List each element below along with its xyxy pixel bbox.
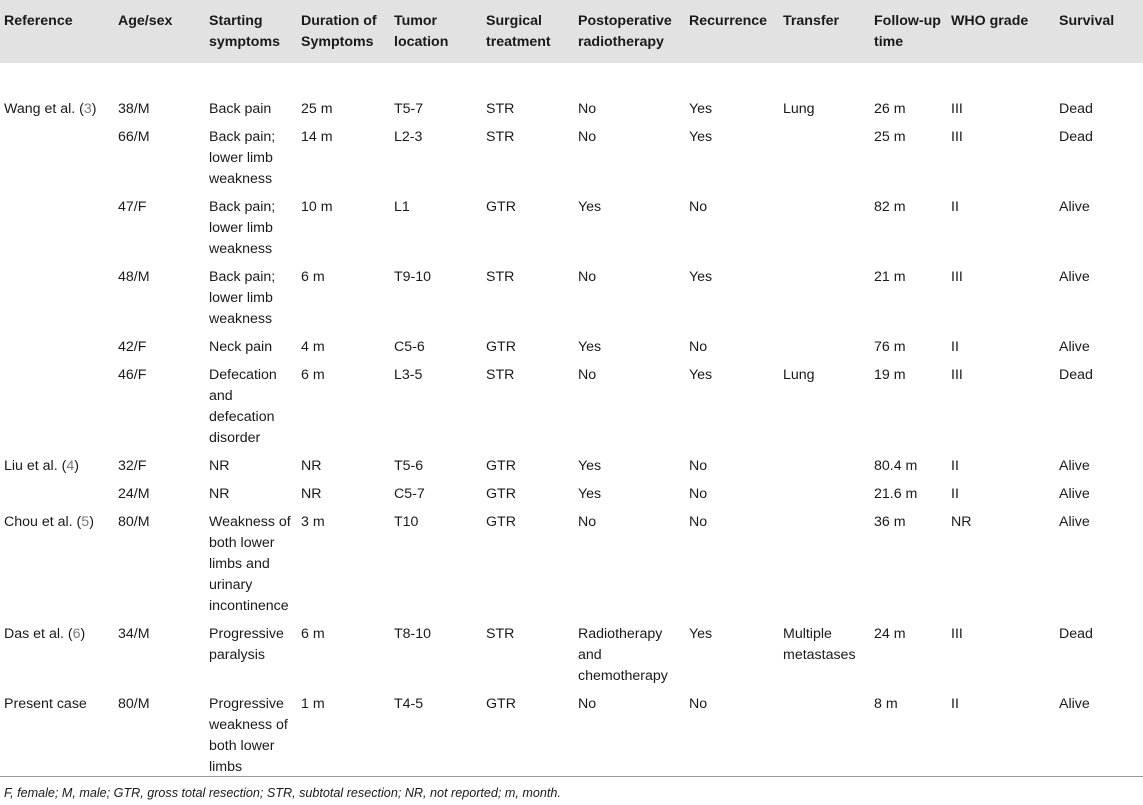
reference-citation-link[interactable]: 5 [81, 514, 90, 530]
reference-close: ) [89, 514, 94, 530]
age-sex-cell: 46/F [118, 367, 147, 383]
location-cell: L3-5 [394, 367, 423, 383]
location-cell: T5-6 [394, 458, 424, 474]
column-header: Duration of Symptoms [301, 13, 377, 50]
survival-cell: Alive [1059, 514, 1090, 530]
transfer-cell [779, 479, 870, 507]
surgery-cell: STR [486, 626, 515, 642]
reference-cell [0, 360, 114, 451]
column-header: Postoperative radiotherapy [578, 13, 672, 50]
radiotherapy-cell: No [578, 696, 597, 712]
transfer-cell: Multiple metastases [783, 626, 856, 663]
transfer-cell: Lung [783, 101, 815, 117]
duration-cell: 10 m [301, 199, 333, 215]
age-sex-cell: 34/M [118, 626, 150, 642]
table-row [0, 507, 1143, 619]
reference-cell [0, 479, 114, 507]
recurrence-cell: No [689, 486, 708, 502]
table-footnote: F, female; M, male; GTR, gross total resection; STR, subtotal resection; NR, not reported; m, month. [4, 786, 561, 800]
table-row [0, 689, 1143, 780]
reference-citation-link[interactable]: 3 [83, 101, 92, 117]
duration-cell: 14 m [301, 129, 333, 145]
age-sex-cell: 24/M [118, 486, 150, 502]
reference-cell [0, 262, 114, 332]
surgery-cell: STR [486, 269, 515, 285]
transfer-cell [779, 192, 870, 262]
table-body [0, 63, 1143, 780]
column-header: Tumor location [394, 13, 449, 50]
follow-up-cell: 82 m [874, 199, 906, 215]
age-sex-cell: 32/F [118, 458, 147, 474]
who-grade-cell: II [951, 199, 959, 215]
symptoms-cell: Back pain; lower limb weakness [209, 129, 276, 187]
recurrence-cell: Yes [689, 626, 713, 642]
radiotherapy-cell: Radiotherapy and chemotherapy [578, 626, 668, 684]
who-grade-cell: III [951, 367, 963, 383]
who-grade-cell: III [951, 101, 963, 117]
surgery-cell: GTR [486, 339, 516, 355]
recurrence-cell: No [689, 339, 708, 355]
symptoms-cell: Weakness of both lower limbs and urinary incontinence [209, 514, 291, 614]
duration-cell: 6 m [301, 626, 325, 642]
reference-citation-link[interactable]: 4 [66, 458, 75, 474]
symptoms-cell: NR [209, 458, 230, 474]
column-header: WHO grade [951, 13, 1029, 29]
survival-cell: Alive [1059, 696, 1090, 712]
survival-cell: Alive [1059, 199, 1090, 215]
reference-cell [0, 451, 114, 479]
follow-up-cell: 24 m [874, 626, 906, 642]
table-row [0, 192, 1143, 262]
reference-name: Chou et al. ( [4, 514, 82, 530]
duration-cell: 3 m [301, 514, 325, 530]
reference-cell [0, 332, 114, 360]
column-header: Survival [1059, 13, 1115, 29]
age-sex-cell: 66/M [118, 129, 150, 145]
column-header: Transfer [783, 13, 839, 29]
who-grade-cell: II [951, 339, 959, 355]
reference-cell [0, 192, 114, 262]
reference-name: Present case [4, 696, 87, 712]
reference-close: ) [91, 101, 97, 117]
follow-up-cell: 25 m [874, 129, 906, 145]
reference-name: Liu et al. ( [4, 458, 67, 474]
symptoms-cell: Back pain [209, 101, 272, 117]
radiotherapy-cell: No [578, 129, 597, 145]
recurrence-cell: No [689, 199, 708, 215]
symptoms-cell: Progressive paralysis [209, 626, 284, 663]
header-row [0, 0, 1143, 63]
surgery-cell: GTR [486, 199, 516, 215]
table-row [0, 332, 1143, 360]
reference-cell [0, 63, 114, 122]
recurrence-cell: No [689, 458, 708, 474]
column-header: Surgical treatment [486, 13, 551, 50]
surgery-cell: GTR [486, 514, 516, 530]
age-sex-cell: 80/M [118, 696, 150, 712]
duration-cell: 25 m [301, 101, 333, 117]
column-header: Follow-up time [874, 13, 941, 50]
recurrence-cell: No [689, 514, 708, 530]
follow-up-cell: 76 m [874, 339, 906, 355]
reference-close: ) [80, 626, 86, 642]
who-grade-cell: III [951, 626, 963, 642]
symptoms-cell: Neck pain [209, 339, 273, 355]
who-grade-cell: II [951, 696, 959, 712]
who-grade-cell: II [951, 486, 959, 502]
survival-cell: Dead [1059, 367, 1093, 383]
transfer-cell: Lung [783, 367, 815, 383]
who-grade-cell: II [951, 458, 959, 474]
symptoms-cell: Defecation and defecation disorder [209, 367, 277, 446]
survival-cell: Alive [1059, 339, 1090, 355]
reference-close: ) [74, 458, 79, 474]
location-cell: T4-5 [394, 696, 424, 712]
reference-cell [0, 689, 114, 780]
surgery-cell: GTR [486, 696, 516, 712]
recurrence-cell: No [689, 696, 708, 712]
transfer-cell [779, 262, 870, 332]
age-sex-cell: 47/F [118, 199, 147, 215]
column-header: Reference [4, 13, 73, 29]
who-grade-cell: NR [951, 514, 972, 530]
follow-up-cell: 21 m [874, 269, 906, 285]
recurrence-cell: Yes [689, 129, 713, 145]
transfer-cell [779, 507, 870, 619]
duration-cell: NR [301, 458, 322, 474]
reference-cell [0, 619, 114, 689]
duration-cell: NR [301, 486, 322, 502]
transfer-cell [779, 122, 870, 192]
column-header: Recurrence [689, 13, 768, 29]
who-grade-cell: III [951, 129, 963, 145]
reference-citation-link[interactable]: 6 [72, 626, 81, 642]
surgery-cell: GTR [486, 458, 516, 474]
transfer-cell [779, 451, 870, 479]
transfer-cell [779, 689, 870, 780]
follow-up-cell: 8 m [874, 696, 898, 712]
survival-cell: Alive [1059, 486, 1090, 502]
symptoms-cell: Back pain; lower limb weakness [209, 199, 276, 257]
age-sex-cell: 48/M [118, 269, 150, 285]
survival-cell: Dead [1059, 626, 1093, 642]
duration-cell: 6 m [301, 269, 325, 285]
recurrence-cell: Yes [689, 367, 713, 383]
age-sex-cell: 80/M [118, 514, 150, 530]
location-cell: T9-10 [394, 269, 432, 285]
radiotherapy-cell: No [578, 101, 597, 117]
follow-up-cell: 36 m [874, 514, 906, 530]
reference-name: Das et al. ( [4, 626, 73, 642]
table-row [0, 360, 1143, 451]
symptoms-cell: NR [209, 486, 230, 502]
follow-up-cell: 80.4 m [874, 458, 918, 474]
transfer-cell [779, 332, 870, 360]
duration-cell: 6 m [301, 367, 325, 383]
radiotherapy-cell: No [578, 367, 597, 383]
radiotherapy-cell: Yes [578, 339, 602, 355]
duration-cell: 1 m [301, 696, 325, 712]
radiotherapy-cell: No [578, 269, 597, 285]
reference-cell [0, 507, 114, 619]
survival-cell: Alive [1059, 269, 1090, 285]
follow-up-cell: 21.6 m [874, 486, 918, 502]
surgery-cell: STR [486, 367, 515, 383]
radiotherapy-cell: Yes [578, 458, 602, 474]
survival-cell: Alive [1059, 458, 1090, 474]
radiotherapy-cell: Yes [578, 486, 602, 502]
surgery-cell: STR [486, 129, 515, 145]
symptoms-cell: Progressive weakness of both lower limbs [209, 696, 288, 775]
age-sex-cell: 42/F [118, 339, 147, 355]
recurrence-cell: Yes [689, 101, 713, 117]
radiotherapy-cell: Yes [578, 199, 602, 215]
location-cell: T8-10 [394, 626, 432, 642]
table-row [0, 63, 1143, 122]
follow-up-cell: 26 m [874, 101, 906, 117]
follow-up-cell: 19 m [874, 367, 906, 383]
who-grade-cell: III [951, 269, 963, 285]
reference-name: Wang et al. ( [4, 101, 84, 117]
location-cell: T5-7 [394, 101, 424, 117]
age-sex-cell: 38/M [118, 101, 150, 117]
table-row [0, 451, 1143, 479]
location-cell: L1 [394, 199, 410, 215]
recurrence-cell: Yes [689, 269, 713, 285]
location-cell: C5-6 [394, 339, 425, 355]
surgery-cell: GTR [486, 486, 516, 502]
location-cell: L2-3 [394, 129, 423, 145]
table-header [0, 0, 1143, 63]
surgery-cell: STR [486, 101, 515, 117]
table-row [0, 479, 1143, 507]
radiotherapy-cell: No [578, 514, 597, 530]
table-row [0, 122, 1143, 192]
table-bottom-rule [0, 776, 1143, 777]
table-row [0, 262, 1143, 332]
column-header: Age/sex [118, 13, 173, 29]
location-cell: T10 [394, 514, 419, 530]
survival-cell: Dead [1059, 129, 1093, 145]
table-row [0, 619, 1143, 689]
symptoms-cell: Back pain; lower limb weakness [209, 269, 276, 327]
reference-cell [0, 122, 114, 192]
duration-cell: 4 m [301, 339, 325, 355]
survival-cell: Dead [1059, 101, 1093, 117]
location-cell: C5-7 [394, 486, 425, 502]
column-header: Starting symptoms [209, 13, 280, 50]
